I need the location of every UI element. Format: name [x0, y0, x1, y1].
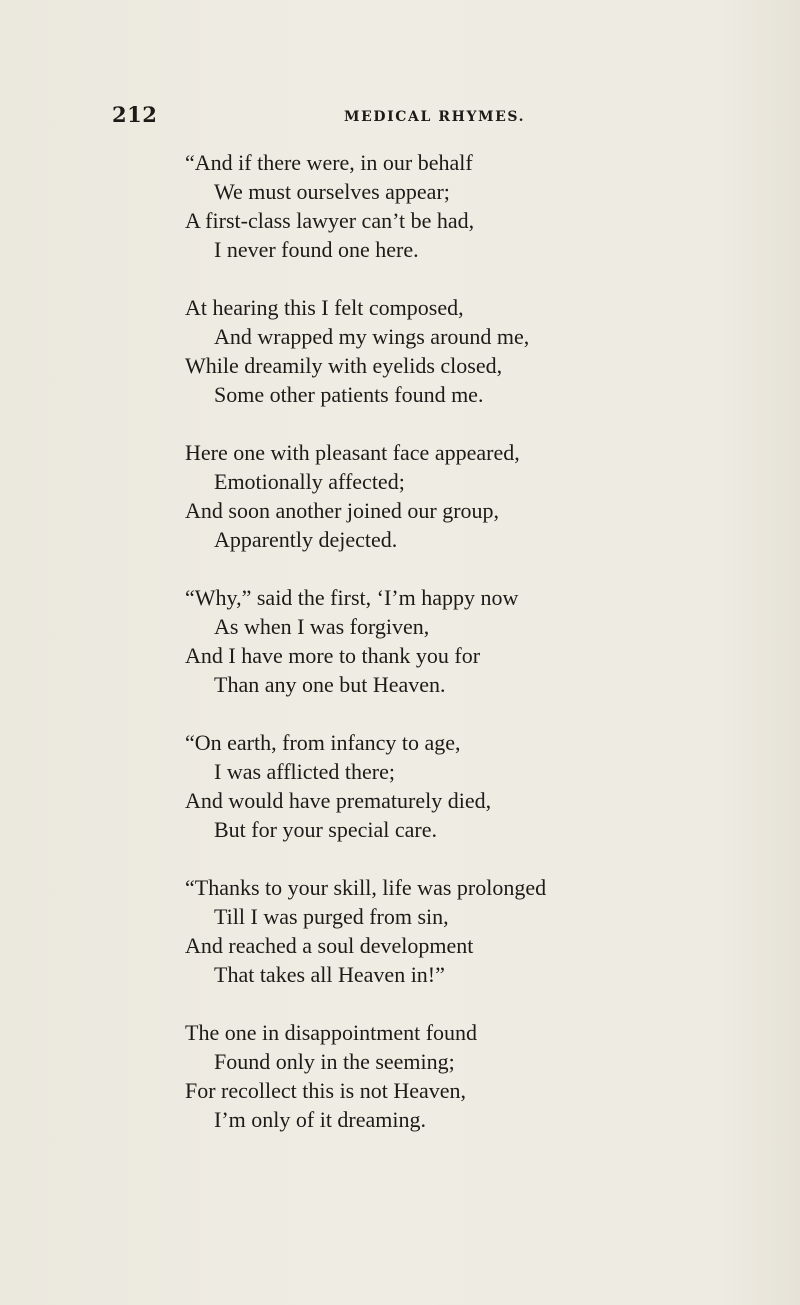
- poem-line: And would have prematurely died,: [185, 788, 492, 813]
- poem-line: I’m only of it dreaming.: [214, 1107, 427, 1132]
- poem-line: As when I was forgiven,: [214, 614, 430, 639]
- poem-line: And reached a soul development: [185, 933, 474, 958]
- poem-line: “Thanks to your skill, life was prolonged: [185, 875, 547, 900]
- poem-line: I never found one here.: [214, 237, 419, 262]
- poem-line: Here one with pleasant face appeared,: [185, 440, 520, 465]
- page-number: 212: [112, 102, 158, 127]
- poem-line: “On earth, from infancy to age,: [185, 730, 461, 755]
- poem-line: While dreamily with eyelids closed,: [185, 353, 503, 378]
- poem-line: And I have more to thank you for: [185, 643, 481, 668]
- poem-line: For recollect this is not Heaven,: [185, 1078, 467, 1103]
- poem-line: And wrapped my wings around me,: [214, 324, 530, 349]
- poem-line: Than any one but Heaven.: [214, 672, 446, 697]
- poem-line: But for your special care.: [214, 817, 437, 842]
- poem-line: Some other patients found me.: [214, 382, 484, 407]
- poem-line: A first-class lawyer can’t be had,: [185, 208, 475, 233]
- stanza: [185, 728, 785, 844]
- poem-line: That takes all Heaven in!”: [214, 962, 445, 987]
- stanza: [185, 438, 785, 554]
- running-title: MEDICAL RHYMES.: [344, 109, 526, 125]
- stanza: [185, 1018, 785, 1134]
- poem-line: Till I was purged from sin,: [214, 904, 449, 929]
- stanza: [185, 293, 785, 409]
- poem-body: [185, 148, 785, 1163]
- poem-line: “And if there were, in our behalf: [185, 150, 473, 175]
- poem-line: The one in disappointment found: [185, 1020, 478, 1045]
- stanza: [185, 873, 785, 989]
- page-header: [112, 102, 612, 132]
- poem-line: And soon another joined our group,: [185, 498, 500, 523]
- poem-line: We must ourselves appear;: [214, 179, 450, 204]
- poem-line: Found only in the seeming;: [214, 1049, 455, 1074]
- stanza: [185, 583, 785, 699]
- stanza: [185, 148, 785, 264]
- poem-line: Apparently dejected.: [214, 527, 398, 552]
- poem-line: At hearing this I felt composed,: [185, 295, 464, 320]
- poem-line: Emotionally affected;: [214, 469, 405, 494]
- poem-line: I was afflicted there;: [214, 759, 396, 784]
- poem-line: “Why,” said the first, ‘I’m happy now: [185, 585, 519, 610]
